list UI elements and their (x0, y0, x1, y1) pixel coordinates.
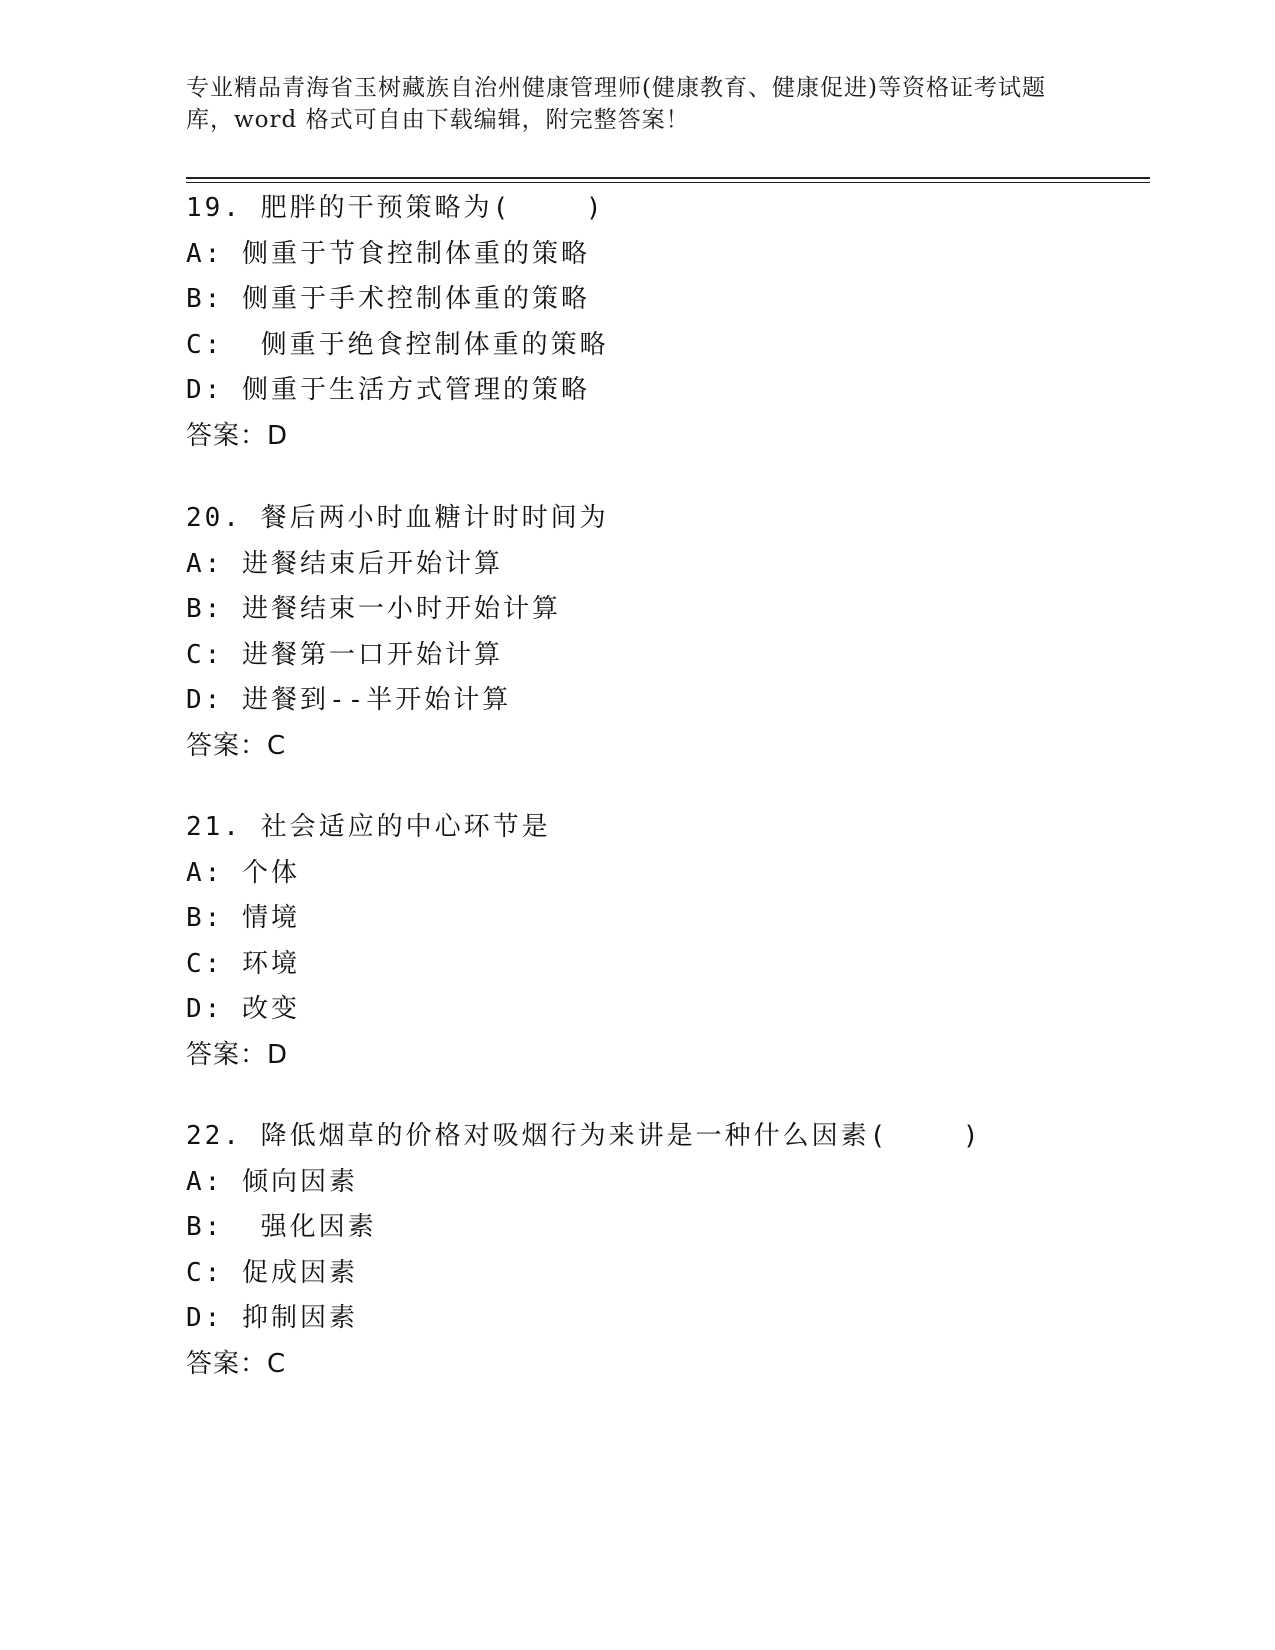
question-stem: 20. 餐后两小时血糖计时时间为 (186, 503, 609, 533)
answer: 答案：C (186, 730, 287, 761)
option-b: B: 侧重于手术控制体重的策略 (186, 284, 590, 314)
option-c: C: 侧重于绝食控制体重的策略 (186, 329, 609, 360)
option-a: A: 倾向因素 (186, 1166, 358, 1197)
question-21 (186, 805, 1146, 1078)
header-line-1: 专业精品青海省玉树藏族自治州健康管理师(健康教育、健康促进)等资格证考试题 (186, 75, 1046, 101)
option-d: D: 抑制因素 (186, 1303, 358, 1333)
answer: 答案：C (186, 1348, 287, 1379)
option-b: B: 情境 (186, 903, 300, 933)
header-divider (186, 177, 1150, 179)
option-c: C: 进餐第一口开始计算 (186, 639, 503, 670)
option-b: B: 进餐结束一小时开始计算 (186, 594, 561, 624)
question-22 (186, 1114, 1146, 1387)
question-stem: 19. 肥胖的干预策略为( ) (186, 193, 605, 223)
answer: 答案：D (186, 420, 289, 451)
document-header (186, 72, 1086, 136)
question-20 (186, 496, 1146, 769)
question-19 (186, 186, 1146, 459)
option-d: D: 进餐到--半开始计算 (186, 685, 512, 715)
option-c: C: 促成因素 (186, 1257, 358, 1288)
question-stem: 21. 社会适应的中心环节是 (186, 812, 551, 842)
option-a: A: 进餐结束后开始计算 (186, 548, 503, 579)
header-divider-thin (186, 182, 1150, 183)
option-a: A: 个体 (186, 857, 300, 888)
question-stem: 22. 降低烟草的价格对吸烟行为来讲是一种什么因素( ) (186, 1121, 982, 1151)
option-d: D: 改变 (186, 994, 300, 1024)
answer: 答案：D (186, 1039, 289, 1070)
header-line-2: 库，word 格式可自由下载编辑，附完整答案！ (186, 107, 690, 133)
option-d: D: 侧重于生活方式管理的策略 (186, 375, 590, 405)
option-a: A: 侧重于节食控制体重的策略 (186, 238, 590, 269)
option-b: B: 强化因素 (186, 1212, 377, 1242)
option-c: C: 环境 (186, 948, 300, 979)
